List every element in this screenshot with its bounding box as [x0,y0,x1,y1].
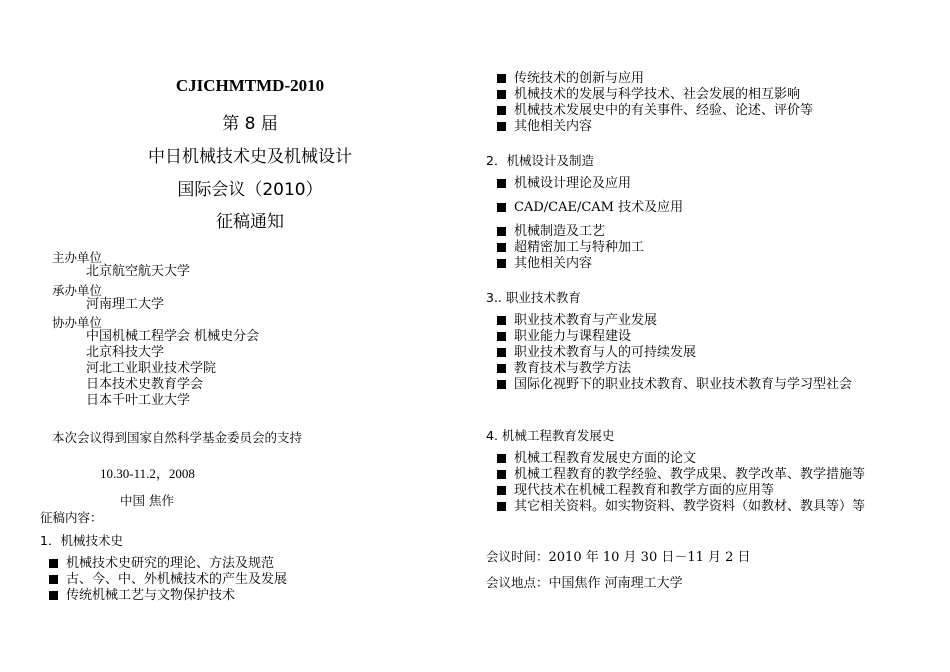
edition-line: 第 8 届 [222,114,278,134]
dates-line: 10.30-11.2，2008 [100,466,195,481]
topic-heading: 3.. 职业技术教育 [486,290,581,305]
topic-heading: 4. 机械工程教育发展史 [486,428,615,443]
topic-item: 机械技术发展史中的有关事件、经验、论述、评价等 [497,103,813,119]
co-org: 河北工业职业技术学院 [86,361,217,376]
topic-item: 机械工程教育的教学经验、教学成果、教学改革、教学措施等 [497,467,865,483]
topic-item: 其他相关内容 [497,119,592,135]
title-line-2: 国际会议（2010） [177,180,323,200]
title-line-3: 征稿通知 [216,212,284,232]
topic-item: 机械技术史研究的理论、方法及规范 [49,556,274,572]
topic-item: 超精密加工与特种加工 [497,240,644,256]
topic-item: 职业技术教育与产业发展 [497,313,657,329]
topic-item: 传统机械工艺与文物保护技术 [49,588,235,604]
conference-code: CJICHMTMD-2010 [175,76,325,95]
topic-item: 机械技术的发展与科学技术、社会发展的相互影响 [497,87,800,103]
topic-item: 机械制造及工艺 [497,224,605,240]
title-line-1: 中日机械技术史及机械设计 [148,147,352,167]
topic-item: 古、今、中、外机械技术的产生及发展 [49,572,287,588]
meeting-time [486,546,751,566]
co-org: 中国机械工程学会 机械史分会 [86,329,260,344]
topic-item: CAD/CAE/CAM 技术及应用 [497,200,683,216]
co-org: 日本技术史教育学会 [86,377,204,392]
topic-item: 传统技术的创新与应用 [497,71,644,87]
co-label: 协办单位 [52,315,103,330]
meeting-place [486,572,683,592]
topic-item: 机械工程教育发展史方面的论文 [497,451,696,467]
location-line: 中国 焦作 [120,493,174,508]
topic-item: 其他相关内容 [497,256,592,272]
host-org: 北京航空航天大学 [86,264,191,279]
undertaker-label: 承办单位 [52,283,103,298]
topic-item: 现代技术在机械工程教育和教学方面的应用等 [497,483,774,499]
support-statement: 本次会议得到国家自然科学基金委员会的支持 [52,430,303,445]
topic-item: 国际化视野下的职业技术教育、职业技术教育与学习型社会 [497,377,852,393]
topic-item: 职业能力与课程建设 [497,329,631,345]
content-label: 征稿内容： [40,510,103,525]
topic-heading: 1．机械技术史 [40,533,123,548]
topic-item: 教育技术与教学方法 [497,361,631,377]
meeting-place-label: 会议地点： [486,575,549,590]
undertaker-org: 河南理工大学 [86,297,165,312]
meeting-time-value: 2010 年 10 月 30 日－11 月 2 日 [548,550,751,565]
meeting-place-value: 中国焦作 河南理工大学 [548,576,683,591]
topic-item: 其它相关资料。如实物资料、教学资料（如教材、教具等）等 [497,499,865,515]
topic-item: 职业技术教育与人的可持续发展 [497,345,696,361]
topic-item: 机械设计理论及应用 [497,176,631,192]
host-label: 主办单位 [52,250,103,265]
co-org: 日本千叶工业大学 [86,393,191,408]
topic-heading: 2．机械设计及制造 [486,153,594,168]
meeting-time-label: 会议时间： [486,549,549,564]
co-org: 北京科技大学 [86,345,165,360]
